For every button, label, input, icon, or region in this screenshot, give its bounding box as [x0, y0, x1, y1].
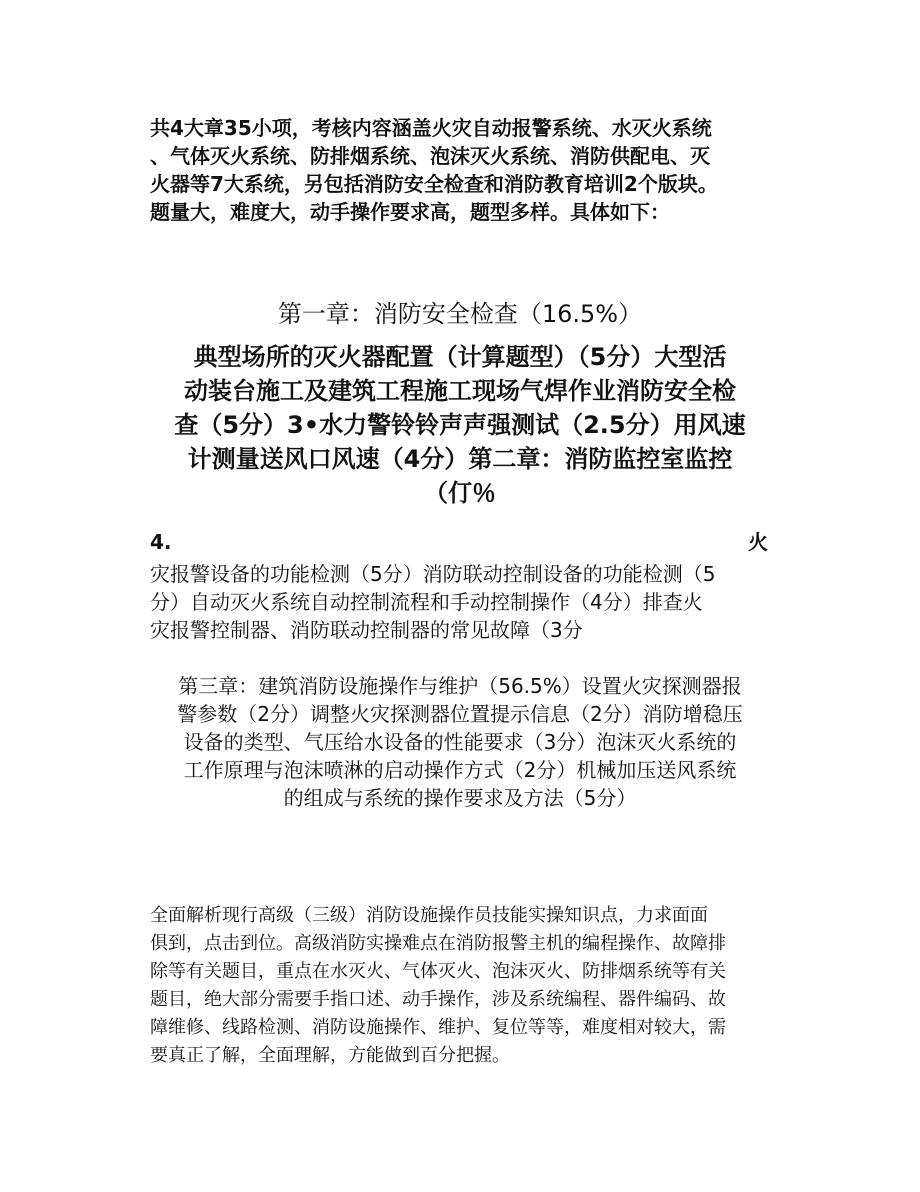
text-line: 的组成与系统的操作要求及方法（5分）	[283, 786, 637, 810]
text-line: 灾报警控制器、消防联动控制器的常见故障（3分	[150, 618, 583, 642]
text-line: 工作原理与泡沫喷淋的启动操作方式（2分）机械加压送风系统	[183, 758, 737, 782]
text-line: 题目，绝大部分需要手指口述、动手操作，涉及系统编程、器件编码、故	[150, 989, 726, 1010]
text-line: 全面解析现行高级（三级）消防设施操作员技能实操知识点，力求面面	[150, 905, 708, 926]
text-line: 要真正了解，全面理解，方能做到百分把握。	[150, 1045, 510, 1066]
text-line: 设备的类型、气压给水设备的性能要求（3分）泡沫灭火系统的	[183, 730, 737, 754]
text-line: 警参数（2分）调整火灾探测器位置提示信息（2分）消防增稳压	[177, 702, 743, 726]
text-line: 第三章：建筑消防设施操作与维护（56.5%）设置火灾探测器报	[178, 674, 742, 698]
intro-paragraph	[150, 114, 770, 226]
text-line: （仃％	[424, 479, 496, 507]
chapter1-title: 第一章：消防安全检查（16.5%）	[277, 300, 643, 328]
text-line: 典型场所的灭火器配置（计算题型）（5分）大型活	[193, 343, 727, 371]
text-line: 俱到，点击到位。高级消防实操难点在消防报警主机的编程操作、故障排	[150, 933, 726, 954]
text-line: 计测量送风口风速（4分）第二章：消防监控室监控	[187, 445, 733, 473]
text-line: 题量大，难度大，动手操作要求高，题型多样。具体如下：	[150, 200, 670, 224]
text-line: 、气体灭火系统、防排烟系统、泡沫灭火系统、消防供配电、灭	[150, 144, 710, 168]
text-line: 除等有关题目，重点在水灭火、气体灭火、泡沫灭火、防排烟系统等有关	[150, 961, 726, 982]
chapter1-body	[150, 340, 770, 510]
text-line: 火器等7大系统，另包括消防安全检查和消防教育培训2个版块。	[150, 172, 718, 196]
text-line: 障维修、线路检测、消防设施操作、维护、复位等等，难度相对较大，需	[150, 1017, 726, 1038]
chapter2-body	[150, 560, 770, 644]
text-line: 查（5分）3•水力警铃铃声声强测试（2.5分）用风速	[174, 411, 746, 439]
chapter3-body	[150, 672, 770, 812]
text-line: 灾报警设备的功能检测（5分）消防联动控制设备的功能检测（5	[150, 562, 716, 586]
text-line: 共4大章35小项，考核内容涵盖火灾自动报警系统、水灭火系统	[150, 116, 712, 140]
list-number: 4.	[150, 530, 172, 554]
outro-paragraph	[150, 902, 770, 1070]
line-end-word: 火	[748, 530, 768, 554]
text-line: 分）自动灭火系统自动控制流程和手动控制操作（4分）排查火	[150, 590, 703, 614]
text-line: 动装台施工及建筑工程施工现场气焊作业消防安全检	[184, 377, 736, 405]
